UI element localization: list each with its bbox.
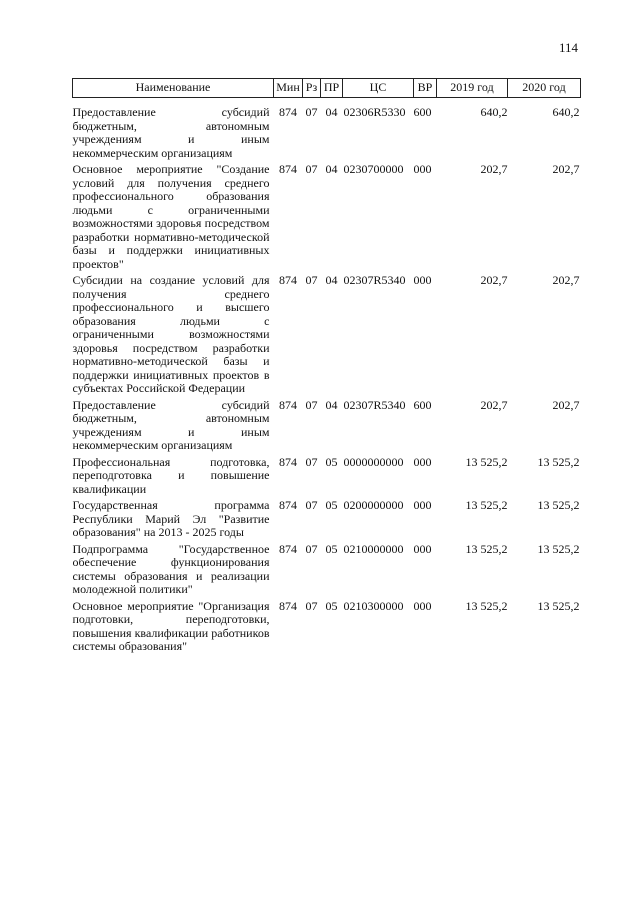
row-2019: 13 525,2 [465,598,508,613]
row-2019: 202,7 [480,273,508,287]
row-vr: 600 [413,397,432,412]
row-pr: 04 [325,397,338,412]
row-cs: 0000000000 [343,454,404,469]
row-cs: 0210000000 [343,541,404,556]
row-2020: 640,2 [552,105,580,119]
row-rz: 07 [305,397,318,412]
row-vr: 000 [413,498,432,512]
row-cs: 0200000000 [343,498,404,512]
row-rz: 07 [305,541,318,556]
row-pr: 04 [325,162,338,176]
row-name: Профессиональная подготовка, переподготовка и повышение квалификации [72,454,270,496]
row-cs: 02306R5330 [343,105,406,119]
row-rz: 07 [305,454,318,469]
row-2019: 202,7 [480,162,508,176]
row-min: 874 [279,454,297,469]
row-pr: 04 [325,273,338,287]
row-pr: 05 [325,598,338,613]
row-name: Основное мероприятие "Создание условий для получения среднего профессионального образования людьми с ограниченными возможностями здоровья посредством разработки нормативно-методической базы и поддержки инициативных проектов" [72,162,270,271]
row-2019: 13 525,2 [465,498,508,512]
row-name: Основное мероприятие "Организация подготовки, переподготовки, повышения квалификации работников системы образования" [72,598,270,653]
row-vr: 600 [413,105,432,119]
table-row [73,540,581,597]
header-cs: ЦС [343,79,414,98]
row-pr: 04 [325,105,338,119]
header-rz: Рз [303,79,321,98]
row-cs: 02307R5340 [343,273,406,287]
row-2019: 640,2 [480,105,508,119]
row-pr: 05 [325,454,338,469]
row-2020: 13 525,2 [537,541,580,556]
row-2020: 13 525,2 [537,454,580,469]
row-name: Субсидии на создание условий для получения среднего профессионального и высшего образования людьми с ограниченными возможностями здоровья посредством разработки нормативно-методической базы и поддержки инициативных проектов в субъектах Российской Федерации [72,273,270,395]
row-cs: 0210300000 [343,598,404,613]
row-cs: 0230700000 [343,162,404,176]
row-2019: 13 525,2 [465,454,508,469]
page-number: 114 [559,40,579,55]
row-2020: 202,7 [552,273,580,287]
header-2020: 2020 год [508,79,581,98]
table-row [73,271,581,396]
row-rz: 07 [305,273,318,287]
row-name: Государственная программа Республики Марий Эл "Развитие образования" на 2013 - 2025 годы [72,498,270,539]
row-min: 874 [279,541,297,556]
table-row [73,597,581,654]
row-2020: 202,7 [552,397,580,412]
table-row [73,496,581,540]
row-rz: 07 [305,105,318,119]
row-min: 874 [279,105,297,119]
row-rz: 07 [305,498,318,512]
row-name: Предоставление субсидий бюджетным, автономным учреждениям и иным некоммерческим организациям [72,397,270,452]
table-row [73,453,581,497]
row-2019: 202,7 [480,397,508,412]
header-2019: 2019 год [437,79,508,98]
header-vr: ВР [414,79,437,98]
table-row [73,98,581,161]
row-min: 874 [279,397,297,412]
row-vr: 000 [413,454,432,469]
row-2019: 13 525,2 [465,541,508,556]
row-2020: 13 525,2 [537,598,580,613]
row-min: 874 [279,273,297,287]
header-name: Наименование [73,79,274,98]
header-min: Мин [274,79,303,98]
row-pr: 05 [325,498,338,512]
row-min: 874 [279,162,297,176]
row-2020: 202,7 [552,162,580,176]
row-2020: 13 525,2 [537,498,580,512]
table-row [73,160,581,271]
row-min: 874 [279,498,297,512]
table-header [73,79,581,98]
row-cs: 02307R5340 [343,397,406,412]
row-rz: 07 [305,598,318,613]
row-rz: 07 [305,162,318,176]
row-min: 874 [279,598,297,613]
row-pr: 05 [325,541,338,556]
table-row [73,396,581,453]
row-vr: 000 [413,541,432,556]
row-name: Предоставление субсидий бюджетным, автономным учреждениям и иным некоммерческим организациям [72,105,270,160]
header-pr: ПР [321,79,343,98]
row-name: Подпрограмма "Государственное обеспечение функционирования системы образования и реализации молодежной политики" [72,541,270,596]
budget-table [72,78,581,654]
table-body [73,98,581,654]
row-vr: 000 [413,598,432,613]
row-vr: 000 [413,162,432,176]
row-vr: 000 [413,273,432,287]
